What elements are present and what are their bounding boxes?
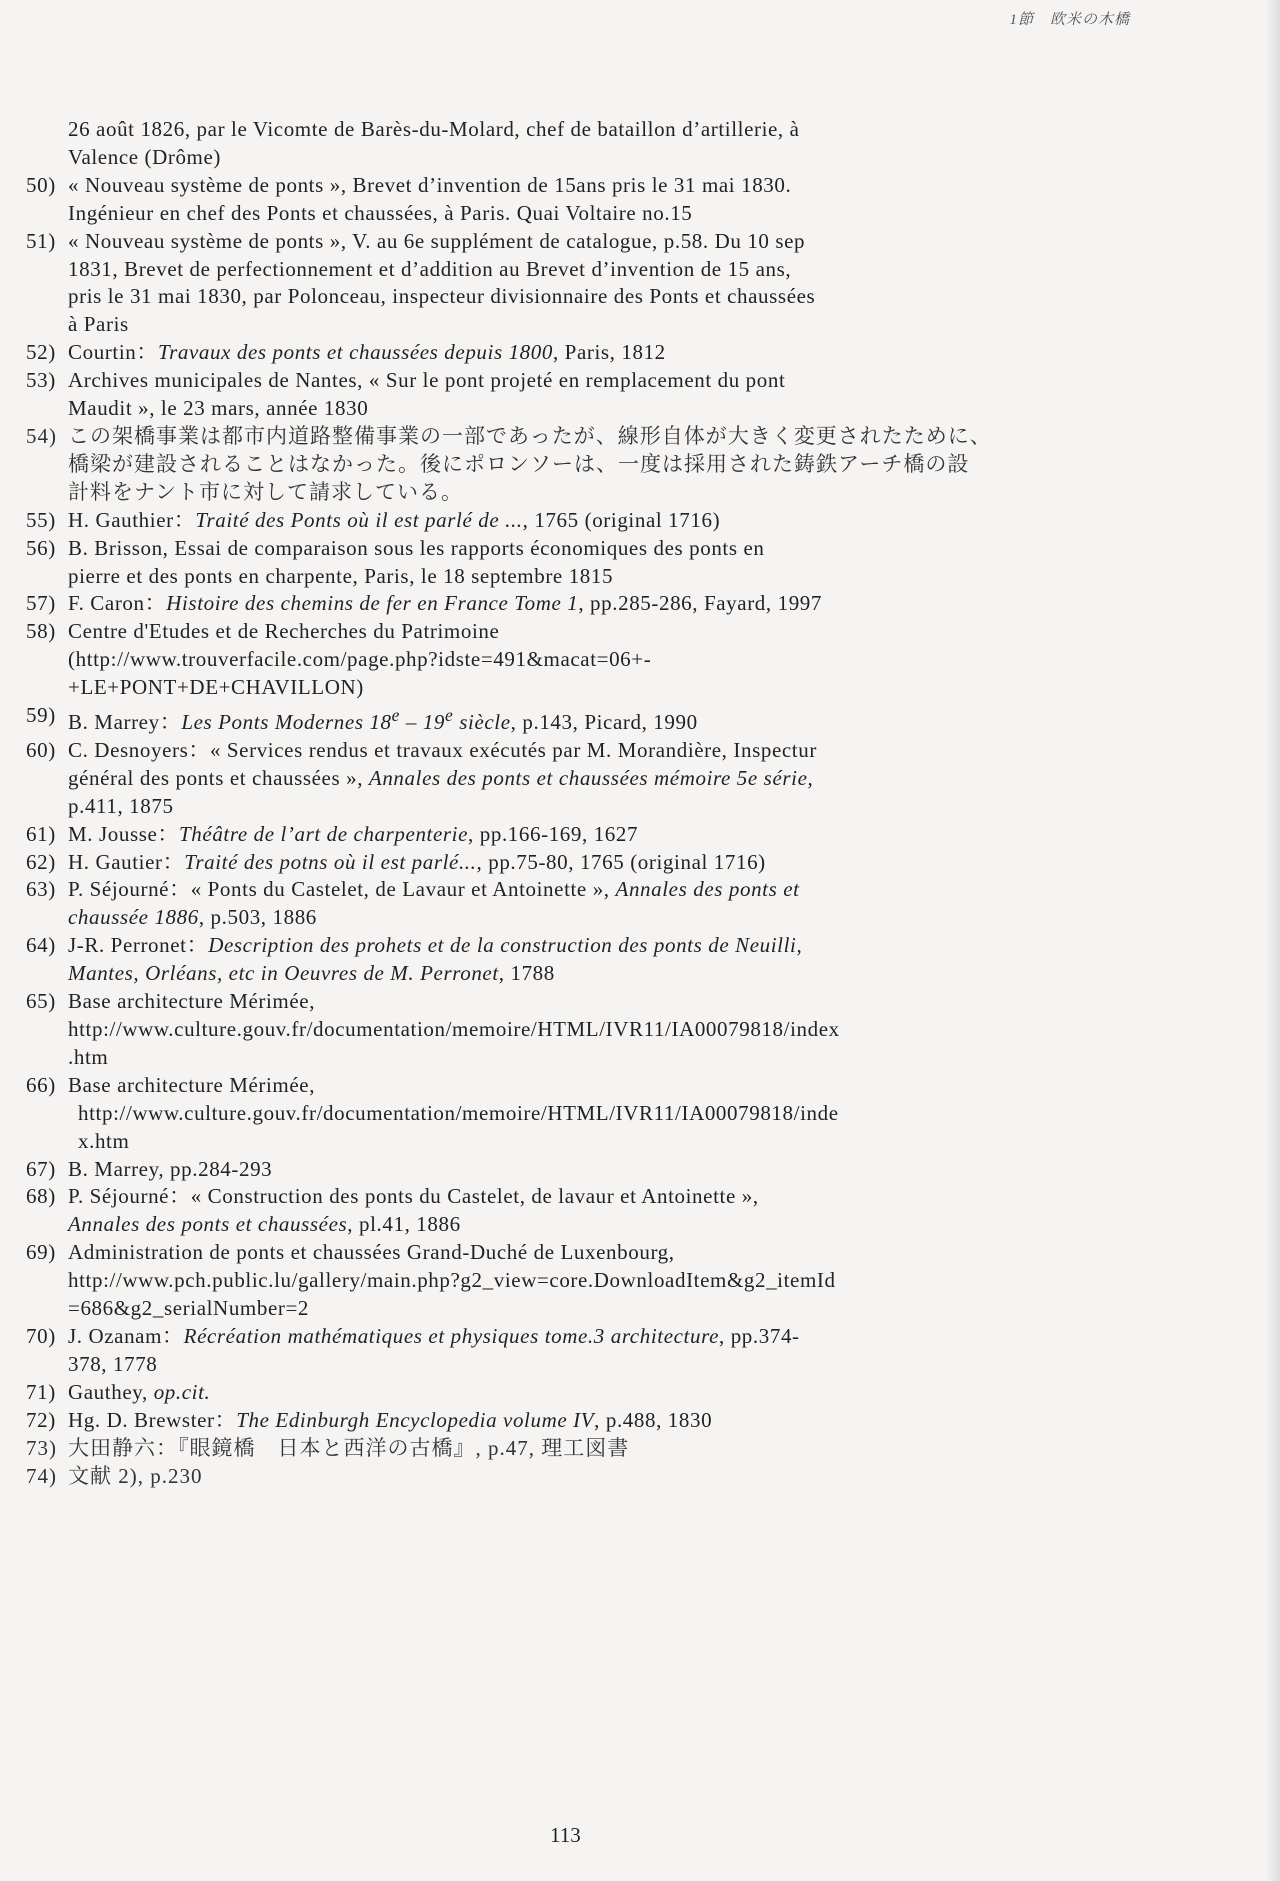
work-title: Annales des ponts et chaussées mémoire 5e série, (368, 765, 814, 790)
endnote-number: 51) (26, 228, 56, 253)
work-title: Théâtre de l’art de charpenterie (179, 821, 469, 846)
endnote-65: 65) Base architecture Mérimée, http://www.culture.gouv.fr/documentation/memoire/HTML/IVR11/IA00079818/index .htm (26, 988, 1136, 1072)
endnote-number: 61) (26, 821, 56, 846)
endnote-number: 55) (26, 507, 56, 532)
endnote-50: 50) « Nouveau système de ponts », Brevet d’invention de 15ans pris le 31 mai 1830. Ingénieur en chef des Ponts et chaussées, à Paris. Quai Voltaire no.15 (26, 172, 792, 225)
endnotes-list (26, 116, 1136, 1490)
endnote-52: 52) Courtin：Travaux des ponts et chaussées depuis 1800, Paris, 1812 (26, 339, 1136, 367)
endnote-number: 68) (26, 1184, 56, 1209)
endnote-number: 57) (26, 591, 56, 616)
endnote-number: 66) (26, 1072, 56, 1097)
endnote-number: 74) (26, 1463, 57, 1488)
endnote-56: 56) B. Brisson, Essai de comparaison sous les rapports économiques des ponts en pierre et des ponts en charpente, Paris, le 18 septembre 1815 (26, 535, 765, 588)
endnote-51: 51) « Nouveau système de ponts », V. au 6e supplément de catalogue, p.58. Du 10 sep 1831, Brevet de perfectionnement et d’addition au Brevet d’invention de 15 ans, pris le 31 mai 1830, par Polonceau, inspecteur divisionnaire des Ponts et chaussées à Paris (26, 228, 816, 337)
endnote-64: 64) J-R. Perronet：Description des prohets et de la construction des ponts de Neuilli, Mantes, Orléans, etc in Oeuvres de M. Perronet, 1788 (26, 933, 803, 986)
endnote-70: 70) J. Ozanam：Récréation mathématiques et physiques tome.3 architecture, pp.374- 378, 1778 (26, 1323, 800, 1376)
endnote-number: 69) (26, 1240, 56, 1265)
work-title: Description des prohets et de la construction des ponts de Neuilli, (208, 933, 803, 958)
url-link: http://www.pch.public.lu/gallery/main.php?g2_view=core.DownloadItem&g2_itemId (68, 1268, 836, 1293)
work-title: op.cit. (153, 1379, 211, 1404)
work-title: Traité des potns où il est parlé... (184, 849, 477, 874)
work-title: Récréation mathématiques et physiques tome.3 architecture (183, 1323, 719, 1348)
endnote-69: 69) Administration de ponts et chaussées Grand-Duché de Luxenbourg, http://www.pch.public.lu/gallery/main.php?g2_view=core.DownloadItem&g2_itemId =686&g2_serialNumber=2 (26, 1239, 1136, 1323)
endnote-number: 52) (26, 340, 56, 365)
endnote-number: 73) (26, 1435, 57, 1460)
endnote-53: 53) Archives municipales de Nantes, « Sur le pont projeté en remplacement du pont Maudit », le 23 mars, année 1830 (26, 368, 786, 421)
url-link: http://www.culture.gouv.fr/documentation/memoire/HTML/IVR11/IA00079818/index (68, 1017, 840, 1041)
endnote-number: 67) (26, 1156, 56, 1181)
endnote-number: 71) (26, 1379, 56, 1404)
endnote-number: 65) (26, 989, 56, 1014)
endnote-63: 63) P. Séjourné：« Ponts du Castelet, de Lavaur et Antoinette », Annales des ponts et chaussée 1886, p.503, 1886 (26, 877, 800, 930)
endnote-number: 62) (26, 849, 56, 874)
endnote-55: 55) H. Gauthier：Traité des Ponts où il est parlé de ..., 1765 (original 1716) (26, 507, 1136, 535)
endnote-54: 54) この架橋事業は都市内道路整備事業の一部であったが、線形自体が大きく変更されたために、 橋梁が建設されることはなかった。後にポロンソーは、一度は採用された鋳鉄アーチ橋の設 計料をナント市に対して請求している。 (26, 423, 992, 504)
work-title: Annales des ponts et chaussées (68, 1212, 348, 1237)
endnote-67: 67) B. Marrey, pp.284-293 (26, 1156, 1136, 1184)
endnote-number: 72) (26, 1407, 56, 1432)
endnote-58: 58) Centre d'Etudes et de Recherches du Patrimoine (http://www.trouverfacile.com/page.php?idste=491&macat=06+- +LE+PONT+DE+CHAVILLON) (26, 618, 1136, 702)
endnote-71: 71) Gauthey, op.cit. (26, 1379, 1136, 1407)
endnote-61: 61) M. Jousse：Théâtre de l’art de charpenterie, pp.166-169, 1627 (26, 821, 1136, 849)
endnote-number: 50) (26, 172, 56, 197)
work-title: Mantes, Orléans, etc in Oeuvres de M. Perronet (68, 961, 499, 986)
endnote-number: 59) (26, 703, 56, 728)
endnote-74: 74) 文献 2), p.230 (26, 1463, 1136, 1491)
endnote-49-continuation: 26 août 1826, par le Vicomte de Barès-du-Molard, chef de bataillon d’artillerie, à Valence (Drôme) (68, 117, 800, 169)
endnote-68: 68) P. Séjourné：« Construction des ponts du Castelet, de lavaur et Antoinette », Annales des ponts et chaussées, pl.41, 1886 (26, 1184, 759, 1237)
page-number: 113 (550, 1823, 581, 1847)
work-title: Histoire des chemins de fer en France Tome 1 (166, 591, 579, 616)
endnote-number: 70) (26, 1323, 56, 1348)
endnote-number: 56) (26, 535, 56, 560)
endnote-number: 58) (26, 619, 56, 644)
work-title: chaussée 1886 (68, 905, 199, 930)
url-link: http://www.culture.gouv.fr/documentation/memoire/HTML/IVR11/IA00079818/inde (78, 1100, 839, 1125)
running-head: 1節 欧米の木橋 (1009, 12, 1130, 28)
endnote-59: 59) B. Marrey：Les Ponts Modernes 18e – 19e siècle, p.143, Picard, 1990 (26, 703, 698, 735)
endnote-number: 54) (26, 423, 57, 448)
endnote-73: 73) 大田静六：『眼鏡橋 日本と西洋の古橋』, p.47, 理工図書 (26, 1435, 1136, 1463)
page-edge-shadow (1266, 0, 1280, 1881)
work-title: Annales des ponts et (615, 877, 800, 902)
work-title: Traité des Ponts où il est parlé de ... (195, 507, 523, 532)
url-link: (http://www.trouverfacile.com/page.php?idste=491&macat=06+- (68, 647, 652, 672)
endnote-72: 72) Hg. D. Brewster：The Edinburgh Encyclopedia volume IV, p.488, 1830 (26, 1407, 1136, 1435)
endnote-number: 63) (26, 877, 56, 902)
endnote-number: 60) (26, 737, 56, 762)
endnote-number: 64) (26, 933, 56, 958)
endnote-number: 53) (26, 368, 56, 393)
work-title: The Edinburgh Encyclopedia volume IV (236, 1407, 595, 1432)
endnote-57: 57) F. Caron：Histoire des chemins de fer en France Tome 1, pp.285-286, Fayard, 1997 (26, 590, 1136, 618)
endnote-60: 60) C. Desnoyers：« Services rendus et travaux exécutés par M. Morandière, Inspectur général des ponts et chaussées », Annales des ponts et chaussées mémoire 5e série, p.411, 1875 (26, 737, 817, 818)
endnote-62: 62) H. Gautier：Traité des potns où il est parlé..., pp.75-80, 1765 (original 1716) (26, 849, 1136, 877)
work-title: Travaux des ponts et chaussées depuis 1800 (157, 340, 553, 365)
work-title: Les Ponts Modernes 18e – 19e siècle (181, 705, 511, 735)
endnote-66: 66) Base architecture Mérimée, http://www.culture.gouv.fr/documentation/memoire/HTML/IVR11/IA00079818/inde x.htm (26, 1072, 1136, 1156)
